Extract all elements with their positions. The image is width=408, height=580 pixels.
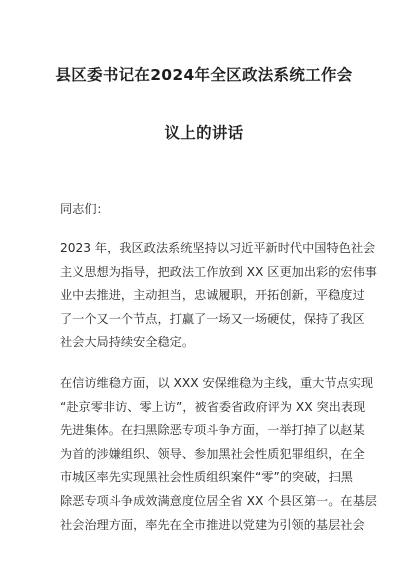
paragraph-1-line: 了一个又一个节点，打赢了一场又一场硬仗，保持了我区 [60, 311, 365, 326]
paragraph-2-line: 除恶专项斗争成效满意度位居全省 XX 个县区第一。在基层 [60, 493, 377, 508]
paragraph-1 [60, 237, 377, 355]
paragraph-2-line: 在信访维稳方面，以 XXX 安保维稳为主线，重大节点实现 [60, 376, 374, 390]
paragraph-2-line: 先进集体。在扫黑除恶专项斗争方面，一举打掉了以赵某 [60, 423, 365, 438]
paragraph-2-line: 社会治理方面，率先在全市推进以党建为引领的基层社会 [60, 517, 365, 532]
greeting: 同志们： [60, 202, 109, 216]
paragraph-1-line: 2023 年，我区政法系统坚持以习近平新时代中国特色社会 [60, 241, 376, 255]
document-title-line-2: 议上的讲话 [164, 124, 244, 142]
paragraph-1-line: 主义思想为指导，把政法工作放到 XX 区更加出彩的宏伟事 [60, 264, 377, 279]
document-title-line-1: 县区委书记在2024年全区政法系统工作会 [55, 66, 353, 84]
paragraph-1-line: 社会大局持续安全稳定。 [60, 335, 195, 350]
paragraph-2-line: 为首的涉嫌组织、领导、参加黑社会性质犯罪组织，在全 [60, 446, 365, 461]
paragraph-2-line: “赴京零非访、零上访”，被省委省政府评为 XX 突出表现 [60, 399, 366, 414]
paragraph-2-line: 市城区率先实现黑社会性质组织案件“零”的突破，扫黑 [60, 470, 353, 485]
paragraph-2 [60, 372, 377, 537]
paragraph-1-line: 业中去推进，主动担当，忠诚履职，开拓创新，平稳度过 [60, 288, 365, 303]
